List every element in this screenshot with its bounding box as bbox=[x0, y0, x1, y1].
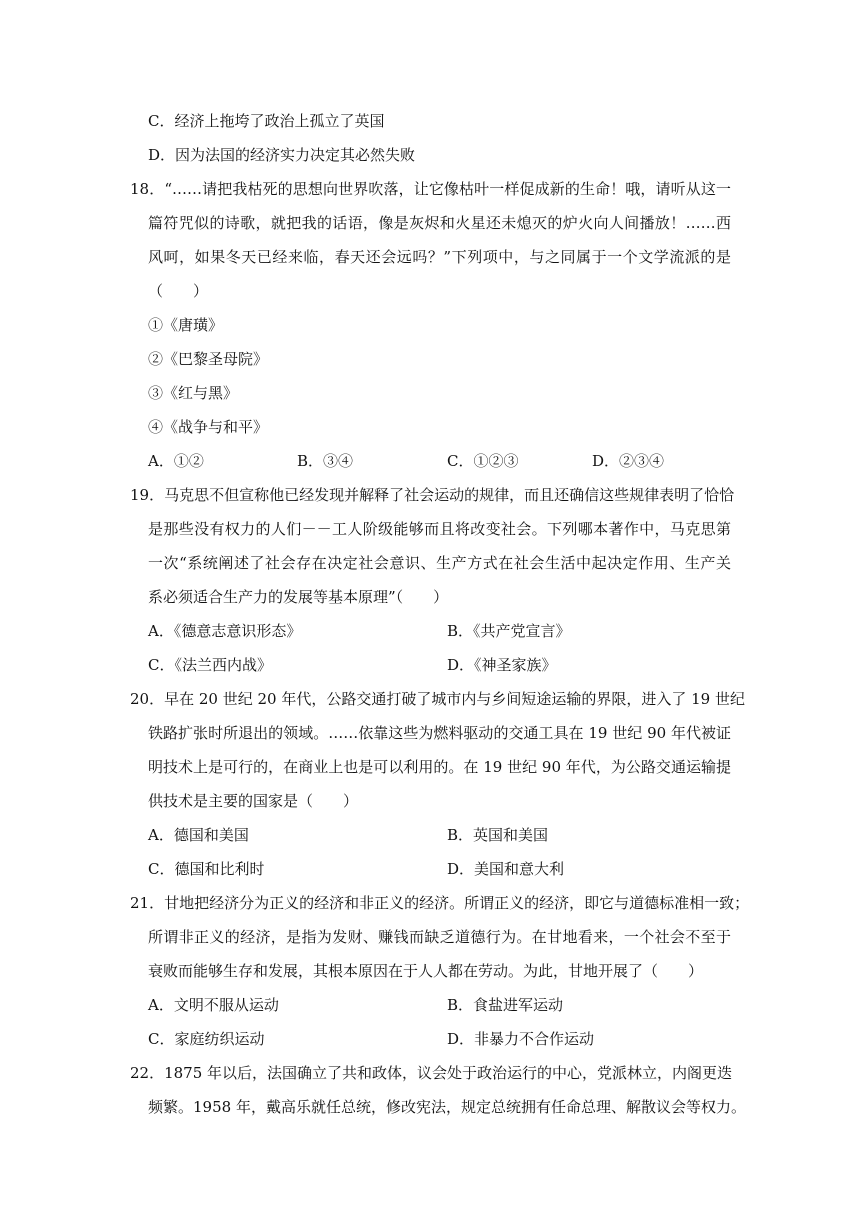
q18-stem-line-2: 篇符咒似的诗歌，就把我的话语，像是灰烬和火星还未熄灭的炉火向人间播放！……西 bbox=[148, 214, 731, 232]
q18-item-2: ②《巴黎圣母院》 bbox=[148, 350, 269, 368]
q18-stem-line-1: 18．“……请把我枯死的思想向世界吹落，让它像枯叶一样促成新的生命！哦，请听从这一 bbox=[130, 180, 731, 198]
q17-option-d: D．因为法国的经济实力决定其必然失败 bbox=[148, 146, 416, 164]
q20-option-d: D．美国和意大利 bbox=[447, 860, 565, 878]
q19-stem-line-1: 19．马克思不但宣称他已经发现并解释了社会运动的规律，而且还确信这些规律表明了恰恰 bbox=[130, 486, 735, 504]
q19-option-d: D．《神圣家族》 bbox=[447, 656, 557, 674]
q18-item-3: ③《红与黑》 bbox=[148, 384, 239, 402]
q19-option-c: C．《法兰西内战》 bbox=[148, 656, 272, 674]
q18-option-b: B．③④ bbox=[297, 452, 354, 470]
q20-stem-line-3: 明技术上是可行的，在商业上也是可以利用的。在 19 世纪 90 年代，为公路交通运输提 bbox=[148, 758, 731, 776]
q20-option-a: A．德国和美国 bbox=[148, 826, 249, 844]
q17-option-c: C．经济上拖垮了政治上孤立了英国 bbox=[148, 112, 385, 130]
q20-stem-line-4: 供技术是主要的国家是（ ） bbox=[148, 792, 359, 810]
q18-option-d: D．②③④ bbox=[592, 452, 665, 470]
q21-stem-line-1: 21．甘地把经济分为正义的经济和非正义的经济。所谓正义的经济，即它与道德标准相一致； bbox=[130, 894, 750, 912]
q18-item-1: ①《唐璜》 bbox=[148, 316, 224, 334]
q22-stem-line-1: 22．1875 年以后，法国确立了共和政体，议会处于政治运行的中心，党派林立，内阁更迭 bbox=[130, 1064, 733, 1082]
q19-stem-line-2: 是那些没有权力的人们－－工人阶级能够而且将改变社会。下列哪本著作中，马克思第 bbox=[148, 520, 731, 538]
q20-option-c: C．德国和比利时 bbox=[148, 860, 265, 878]
q21-stem-line-2: 所谓非正义的经济，是指为发财、赚钱而缺乏道德行为。在甘地看来，一个社会不至于 bbox=[148, 928, 731, 946]
q18-stem-line-3: 风呵，如果冬天已经来临，春天还会远吗？”下列项中，与之同属于一个文学流派的是 bbox=[148, 248, 731, 266]
q22-stem-line-2: 频繁。1958 年，戴高乐就任总统，修改宪法，规定总统拥有任命总理、解散议会等权力。 bbox=[148, 1098, 746, 1116]
q21-option-a: A．文明不服从运动 bbox=[148, 996, 279, 1014]
q18-stem-line-4: （ ） bbox=[148, 282, 209, 300]
q18-option-a: A．①② bbox=[148, 452, 204, 470]
q19-option-a: A．《德意志意识形态》 bbox=[148, 622, 302, 640]
q21-option-c: C．家庭纺织运动 bbox=[148, 1030, 265, 1048]
q19-stem-line-3: 一次“系统阐述了社会存在决定社会意识、生产方式在社会生活中起决定作用、生产关 bbox=[148, 554, 731, 572]
q18-option-c: C．①②③ bbox=[447, 452, 519, 470]
q21-stem-line-3: 衰败而能够生存和发展，其根本原因在于人人都在劳动。为此，甘地开展了（ ） bbox=[148, 962, 704, 980]
q20-stem-line-1: 20．早在 20 世纪 20 年代，公路交通打破了城市内与乡间短途运输的界限，进入了 19 世纪 bbox=[130, 690, 745, 708]
q19-option-b: B．《共产党宣言》 bbox=[447, 622, 571, 640]
q19-stem-line-4: 系必须适合生产力的发展等基本原理”（ ） bbox=[148, 588, 449, 606]
q18-item-4: ④《战争与和平》 bbox=[148, 418, 269, 436]
q20-option-b: B．英国和美国 bbox=[447, 826, 549, 844]
q20-stem-line-2: 铁路扩张时所退出的领域。……依靠这些为燃料驱动的交通工具在 19 世纪 90 年代被证 bbox=[148, 724, 731, 742]
q21-option-d: D．非暴力不合作运动 bbox=[447, 1030, 595, 1048]
q21-option-b: B．食盐进军运动 bbox=[447, 996, 564, 1014]
